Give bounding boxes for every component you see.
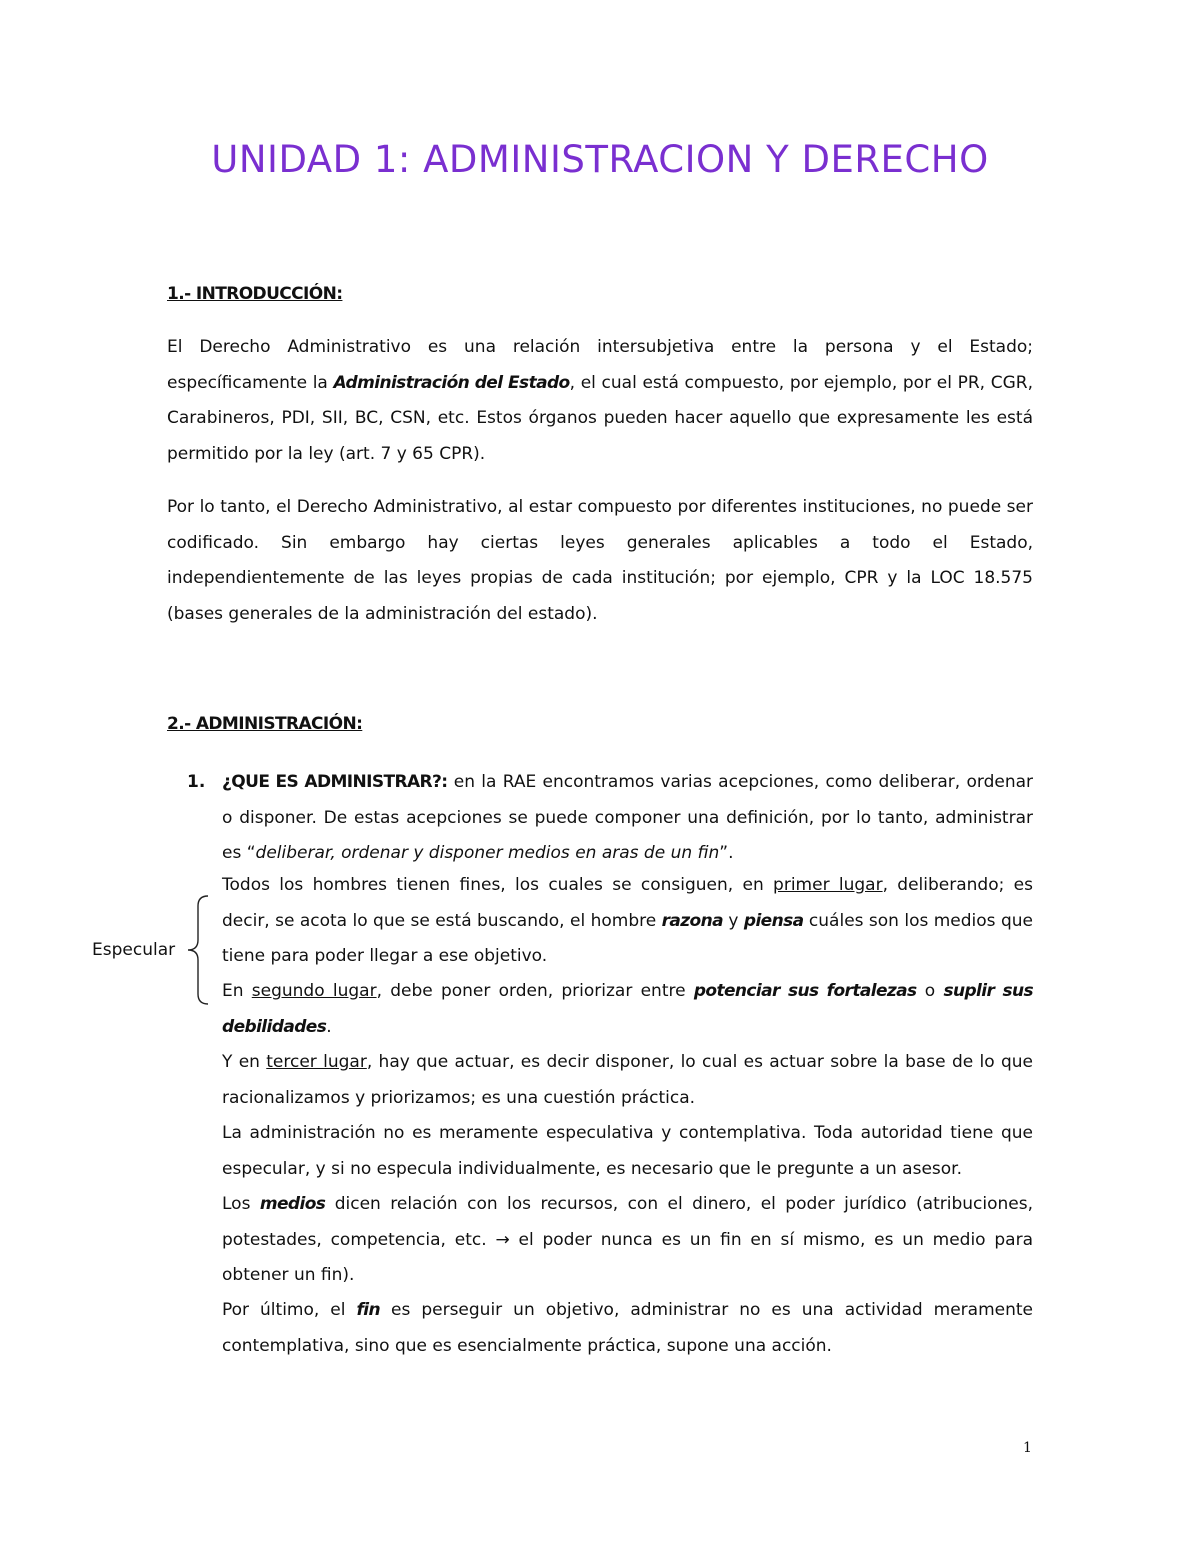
emphasis-potenciar-fortalezas: potenciar sus fortalezas bbox=[693, 981, 917, 1001]
paragraph-fin bbox=[222, 1293, 1033, 1364]
paragraph-tercer-lugar bbox=[222, 1045, 1033, 1116]
text-run: dicen relación con los recursos, con el dinero, el poder jurídico (atribuciones, potestades, competencia, etc. bbox=[222, 1194, 1033, 1250]
emphasis-suplir-debilidades: suplir sus debilidades bbox=[222, 981, 1034, 1037]
text-run: , debe poner orden, priorizar entre bbox=[376, 981, 694, 1001]
section-heading-introduccion: 1.- INTRODUCCIÓN: bbox=[167, 284, 343, 304]
text-run: el poder nunca es un fin en sí mismo, es un medio para obtener un fin). bbox=[222, 1229, 1034, 1285]
text-run: en la RAE encontramos varias acepciones, como deliberar, ordenar o disponer. De estas acepciones se puede componer una definición, por lo tanto, administrar es “ bbox=[222, 772, 1033, 863]
text-run: El Derecho Administrativo es una relación intersubjetiva entre la persona y el Estado; específicamente la bbox=[167, 337, 1033, 393]
text-run: Por último, el bbox=[222, 1300, 357, 1320]
definition-quote: deliberar, ordenar y disponer medios en aras de un fin bbox=[255, 843, 720, 863]
paragraph-segundo-lugar bbox=[222, 974, 1033, 1045]
underlined-tercer-lugar: tercer lugar bbox=[266, 1052, 367, 1072]
emphasis-fin: fin bbox=[356, 1300, 381, 1320]
paragraph-medios bbox=[222, 1187, 1033, 1294]
paragraph-primer-lugar bbox=[222, 868, 1033, 975]
text-run: o bbox=[916, 981, 944, 1001]
text-run: es perseguir un objetivo, administrar no es una actividad meramente contemplativa, sino que es esencialmente práctica, supone una acción. bbox=[222, 1300, 1033, 1356]
text-run: y bbox=[723, 910, 744, 931]
emphasis-piensa: piensa bbox=[743, 910, 804, 931]
text-run: Todos los hombres tienen fines, los cuales se consiguen, en bbox=[222, 875, 774, 895]
arrow-right-icon: → bbox=[495, 1229, 510, 1250]
underlined-segundo-lugar: segundo lugar bbox=[251, 981, 377, 1001]
text-run: , el cual está compuesto, por ejemplo, por el PR, CGR, Carabineros, PDI, SII, BC, CSN, etc. Estos órganos pueden hacer aquello que expresamente les está permitido por la ley (art. 7 y 65 CPR). bbox=[167, 372, 1033, 464]
question-label: ¿QUE ES ADMINISTRAR?: bbox=[222, 772, 448, 792]
side-label-especular: Especular bbox=[92, 940, 176, 960]
paragraph-especulativa: La administración no es meramente especulativa y contemplativa. Toda autoridad tiene que especular, y si no especula individualmente, es necesario que le pregunte a un asesor. bbox=[222, 1123, 1033, 1179]
text-run: , deliberando; es decir, se acota lo que se está buscando, el hombre bbox=[222, 875, 1033, 931]
section-heading-administracion: 2.- ADMINISTRACIÓN: bbox=[167, 714, 363, 734]
intro-paragraph-2: Por lo tanto, el Derecho Administrativo, al estar compuesto por diferentes instituciones, no puede ser codificado. Sin embargo hay ciertas leyes generales aplicables a todo el Estado, independientemente de las leyes propias de cada institución; por ejemplo, CPR y la LOC 18.575 (bases generales de la administración del estado). bbox=[167, 497, 1033, 624]
text-run: Y en bbox=[222, 1052, 267, 1072]
list-item-number: 1. bbox=[187, 772, 206, 792]
intro-paragraph-1 bbox=[167, 330, 1033, 472]
page-title: UNIDAD 1: ADMINISTRACION Y DERECHO bbox=[211, 138, 989, 181]
text-run: ”. bbox=[719, 843, 734, 863]
text-run: En bbox=[222, 981, 252, 1001]
text-run: . bbox=[326, 1016, 332, 1037]
underlined-primer-lugar: primer lugar bbox=[773, 875, 883, 895]
emphasis-medios: medios bbox=[259, 1194, 326, 1214]
text-run: , hay que actuar, es decir disponer, lo cual es actuar sobre la base de lo que racionalizamos y priorizamos; es una cuestión práctica. bbox=[222, 1052, 1033, 1108]
curly-brace-icon bbox=[184, 894, 212, 1006]
text-run: Los bbox=[222, 1194, 260, 1214]
list-item-que-es-administrar bbox=[222, 765, 1033, 872]
page-number: 1 bbox=[1023, 1440, 1032, 1456]
emphasis-razona: razona bbox=[661, 910, 723, 931]
emphasis-administracion-estado: Administración del Estado bbox=[333, 372, 570, 393]
text-run: cuáles son los medios que tiene para poder llegar a ese objetivo. bbox=[222, 910, 1033, 966]
